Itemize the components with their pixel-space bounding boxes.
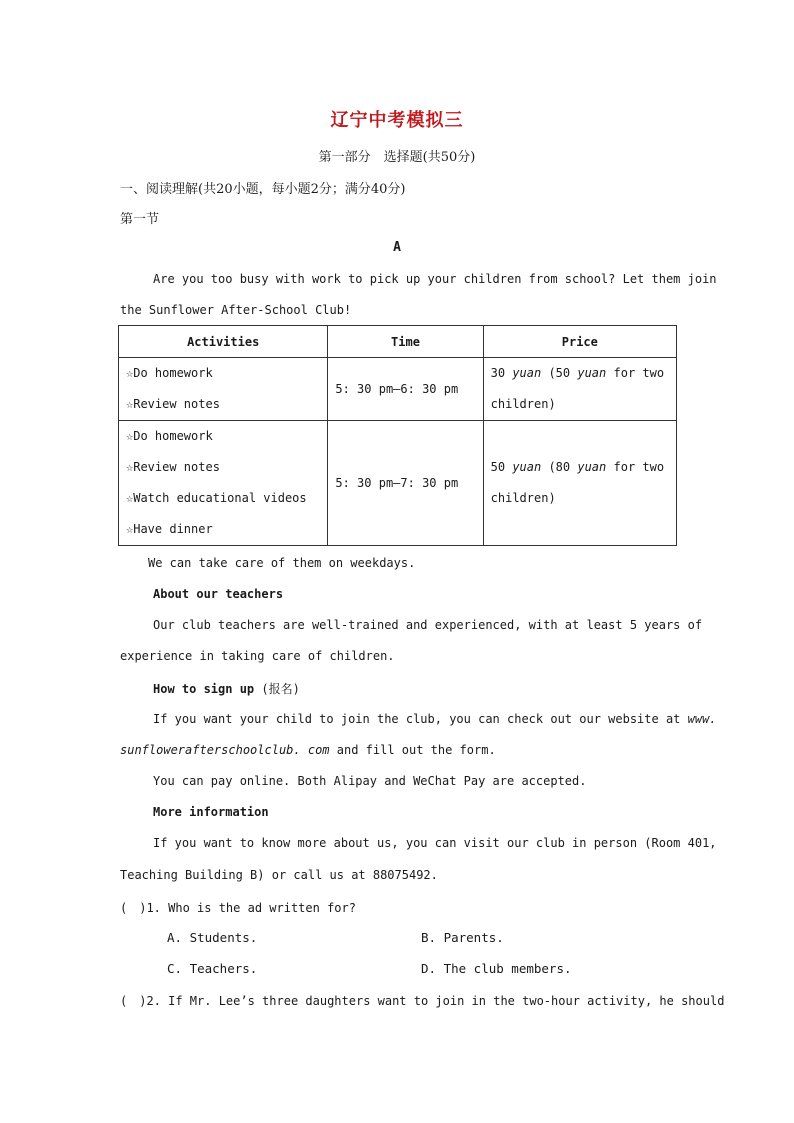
price-line [491, 452, 669, 483]
time-cell: 5: 30 pm—7: 30 pm [328, 421, 483, 546]
header-price: Price [483, 326, 676, 358]
about-line-1: Our club teachers are well-trained and experienced, with at least 5 years of [153, 618, 703, 632]
activities-cell [119, 421, 328, 546]
activities-cell [119, 358, 328, 421]
price-note: for two [606, 460, 665, 474]
about-line-2: experience in taking care of children. [120, 649, 395, 663]
price-amount: 30 [490, 366, 513, 380]
signup-heading-line [153, 680, 300, 697]
price-line [491, 358, 669, 389]
header-time: Time [328, 326, 483, 358]
price-note: for two [606, 366, 665, 380]
price-unit: yuan [512, 460, 542, 474]
page-title: 辽宁中考模拟三 [330, 110, 464, 131]
q1-option-c: C. Teachers. [167, 961, 258, 976]
website-link-part[interactable]: www. [687, 712, 717, 726]
q1-option-b: B. Parents. [421, 930, 504, 945]
price-unit: yuan [577, 366, 607, 380]
signup-line-1 [153, 712, 717, 726]
q1-option-d: D. The club members. [421, 961, 572, 976]
activities-table [118, 325, 677, 546]
question-2: ( )2. If Mr. Lee’s three daughters want to join in the two-hour activity, he should [120, 994, 725, 1008]
subsection-heading: 第一节 [120, 212, 160, 227]
table-row [119, 421, 677, 546]
more-heading: More information [153, 805, 269, 819]
about-heading: About our teachers [153, 587, 284, 601]
more-line-2: Teaching Building B) or call us at 88075492. [120, 868, 438, 882]
activity-item: ☆Have dinner [126, 522, 213, 536]
signup-text-2: and fill out the form. [329, 743, 496, 757]
passage-letter: A [393, 240, 401, 255]
activity-item: ☆Do homework [126, 429, 213, 443]
table-row [119, 358, 677, 421]
website-link[interactable]: sunflowerafterschoolclub. com [120, 743, 330, 757]
activity-item: ☆Review notes [126, 460, 220, 474]
price-amount: 50 [490, 460, 513, 474]
activity-item: ☆Review notes [126, 397, 220, 411]
table-header-row [119, 326, 677, 358]
signup-line-2 [120, 743, 496, 757]
price-unit: yuan [512, 366, 542, 380]
price-unit: yuan [577, 460, 607, 474]
time-cell: 5: 30 pm—6: 30 pm [328, 358, 483, 421]
signup-heading: How to sign up [153, 682, 255, 696]
activity-item: ☆Do homework [126, 366, 213, 380]
price-line-2: children) [490, 491, 556, 505]
part-heading: 第一部分 选择题(共50分) [318, 150, 476, 165]
more-line-1: If you want to know more about us, you can visit our club in person (Room 401, [153, 836, 717, 850]
signup-text: If you want your child to join the club, you can check out our website at [153, 712, 688, 726]
question-1: ( )1. Who is the ad written for? [120, 901, 356, 915]
price-amount-two: (50 [541, 366, 578, 380]
intro-line-1: Are you too busy with work to pick up your children from school? Let them join [153, 272, 717, 286]
header-activities: Activities [119, 326, 328, 358]
price-cell [483, 358, 676, 421]
price-amount-two: (80 [541, 460, 578, 474]
section-heading: 一、阅读理解(共20小题，每小题2分；满分40分) [120, 182, 406, 197]
price-line-2: children) [490, 397, 556, 411]
signup-heading-cn: (报名) [254, 682, 300, 696]
price-cell [483, 421, 676, 546]
intro-line-2: the Sunflower After-School Club! [120, 303, 352, 317]
payment-line: You can pay online. Both Alipay and WeChat Pay are accepted. [153, 774, 587, 788]
activity-item: ☆Watch educational videos [126, 491, 307, 505]
weekdays-line: We can take care of them on weekdays. [148, 556, 416, 570]
q1-option-a: A. Students. [167, 930, 258, 945]
